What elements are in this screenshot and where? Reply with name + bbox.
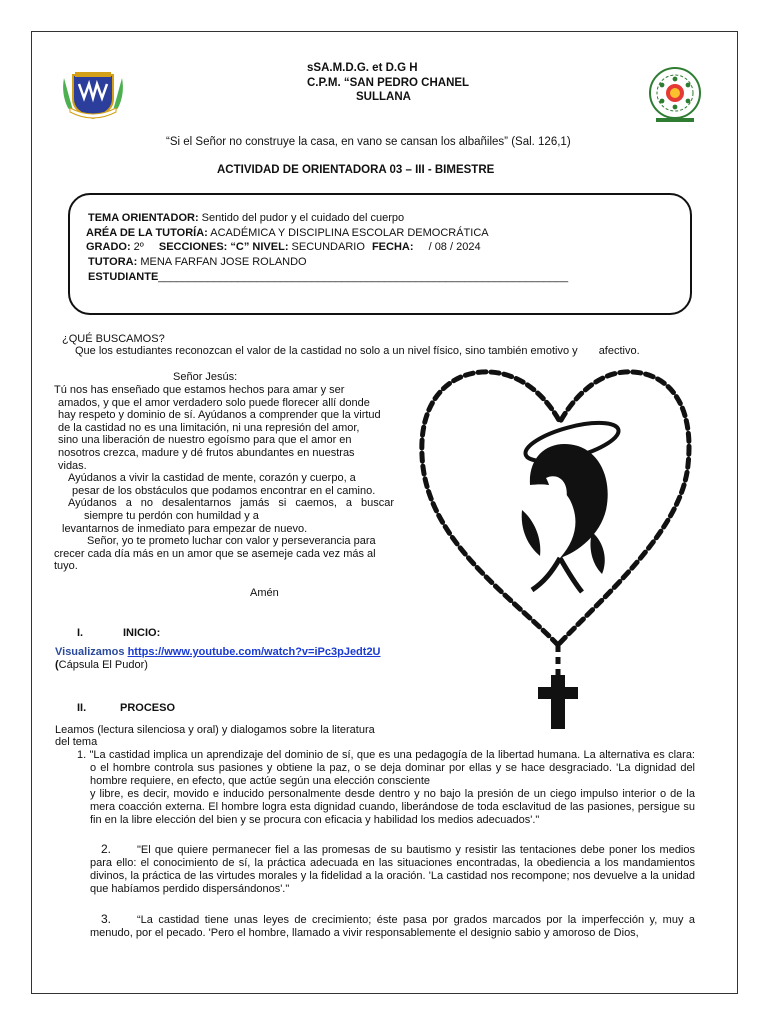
nivel-value: SECUNDARIO [291, 241, 365, 253]
proceso-intro-2: del tema [55, 736, 98, 748]
item-1-text-b: y libre, es decir, movido e inducido personalmente desde dentro y no bajo la presión de un ciego impulso interior o de la mera coacción externa. El hombre logra esta dignidad cuando, liberándose de toda esclavitud de las pasiones, persigue su fin en la libre elección del bien y se procura con eficacia y habilidad los medios adecuados'." [90, 788, 695, 826]
proceso-number: II. [77, 702, 87, 714]
header-line-3: SULLANA [356, 91, 411, 103]
psalm-quote: “Si el Señor no construye la casa, en vano se cansan los albañiles” (Sal. 126,1) [166, 136, 571, 148]
fecha-value: / 08 / 2024 [428, 241, 481, 253]
tutora-row [88, 256, 307, 269]
youtube-link[interactable]: https://www.youtube.com/watch?v=iPc3pJedt2U [127, 646, 381, 658]
grado-label: GRADO: [86, 241, 131, 253]
estudiante-line[interactable]: ___________________________________________________________________ [158, 271, 569, 283]
prayer-line: pesar de los obstáculos que podamos encontrar en el camino. [72, 484, 376, 497]
prayer-line: vidas. [58, 459, 87, 472]
inicio-video-row [55, 646, 381, 659]
buscamos-text [75, 345, 640, 358]
tema-row [88, 212, 404, 225]
tutora-label: TUTORA: [88, 256, 138, 268]
secciones-label: SECCIONES: [158, 241, 228, 253]
item-2-number: 2. [101, 842, 112, 856]
area-label: ARÉA DE LA TUTORÍA: [86, 227, 208, 239]
item-3 [77, 913, 695, 940]
estudiante-label: ESTUDIANTE [88, 271, 159, 283]
proceso-intro-1: Leamos (lectura silenciosa y oral) y dialogamos sobre la literatura [55, 724, 375, 736]
buscamos-text-a: Que los estudiantes reconozcan el valor de la castidad no solo a un nivel físico, sino también emotivo y [75, 345, 578, 357]
visualizamos-label: Visualizamos [55, 646, 125, 658]
buscamos-text-b: afectivo. [598, 345, 640, 357]
prayer-line: siempre tu perdón con humildad y a [84, 509, 259, 522]
prayer-line: crecer cada día más en un amor que se asemeje cada vez más al [54, 547, 376, 560]
tema-label: TEMA ORIENTADOR: [88, 212, 199, 224]
prayer-line: nosotros crezca, madure y dé frutos abundantes en nuestras [58, 446, 355, 459]
prayer-body [54, 384, 394, 573]
item-3-number: 3. [101, 912, 112, 926]
nivel-label: NIVEL: [252, 241, 289, 253]
prayer-title: Señor Jesús: [173, 371, 238, 383]
item-2 [77, 843, 695, 896]
header-line-1: sSA.M.D.G. et D.G H [307, 62, 418, 74]
estudiante-row [88, 271, 568, 284]
prayer-line: amados, y que el amor verdadero solo puede florecer allí donde [58, 396, 370, 409]
association-emblem-logo [642, 65, 708, 125]
prayer-line: Ayúdanos a vivir la castidad de mente, corazón y cuerpo, a [68, 472, 356, 485]
capsula-label: Cápsula El Pudor) [58, 659, 148, 671]
item-1-number: 1. [77, 749, 87, 761]
proceso-title: PROCESO [120, 702, 176, 714]
area-row [86, 227, 489, 240]
inicio-number: I. [77, 627, 84, 639]
grado-value: 2º [133, 241, 144, 253]
tema-value: Sentido del pudor y el cuidado del cuerpo [201, 212, 405, 224]
item-3-text: “La castidad tiene unas leyes de crecimiento; éste pasa por grados marcados por la imperfección y, muy a menudo, por el pecado. 'Pero el hombre, llamado a vivir responsablemente el designio sabio y amoroso de Dios, [90, 914, 695, 939]
school-crest-logo [60, 68, 126, 120]
prayer-line: tuyo. [54, 560, 78, 573]
prayer-line: sino una liberación de nuestro egoísmo para que el amor en [58, 434, 352, 447]
rosary-heart-illustration [410, 360, 700, 735]
grado-row [86, 241, 481, 254]
activity-title: ACTIVIDAD DE ORIENTADORA 03 – III - BIMESTRE [217, 164, 495, 176]
prayer-line: hay respeto y dominio de sí. Ayúdanos a comprender que la virtud [58, 409, 381, 422]
prayer-amen: Amén [250, 587, 279, 599]
buscamos-title: ¿QUÉ BUSCAMOS? [62, 333, 165, 345]
prayer-line: de la castidad no es una limitación, ni una represión del amor, [58, 421, 360, 434]
header-line-2: C.P.M. “SAN PEDRO CHANEL [307, 77, 470, 89]
prayer-line: Ayúdanos a no desalentarnos jamás si caemos, a buscar [68, 497, 394, 510]
fecha-label: FECHA: [371, 241, 414, 253]
prayer-line: levantarnos de inmediato para empezar de nuevo. [62, 522, 308, 535]
prayer-line: Señor, yo te prometo luchar con valor y perseverancia para [87, 535, 376, 548]
secciones-value: “C” [230, 241, 250, 253]
item-1-text-a: "La castidad implica un aprendizaje del dominio de sí, que es una pedagogía de la libertad humana. La alternativa es clara: o el hombre controla sus pasiones y obtiene la paz, o se deja dominar por ellas y se hace desgraciado. 'La dignidad del hombre requiere, en efecto, que actúe según una elección consciente [89, 749, 695, 787]
item-2-text: "El que quiere permanecer fiel a las promesas de su bautismo y resistir las tentaciones debe poner los medios para ello: el conocimiento de sí, la práctica adecuada en las situaciones encontradas, la obediencia a los mandamientos divinos, la práctica de las virtudes morales y la fidelidad a la oración. 'La castidad nos recompone; nos devuelve a la unidad que habíamos perdido dispersándonos'." [90, 844, 695, 895]
prayer-line: Tú nos has enseñado que estamos hechos para amar y ser [54, 384, 345, 396]
area-value: ACADÉMICA Y DISCIPLINA ESCOLAR DEMOCRÁTICA [210, 227, 489, 239]
tutora-value: MENA FARFAN JOSE ROLANDO [140, 256, 307, 268]
capsula-row [55, 659, 148, 672]
capsula-paren: ( [55, 659, 59, 671]
inicio-title: INICIO: [123, 627, 161, 639]
item-1 [77, 749, 695, 827]
